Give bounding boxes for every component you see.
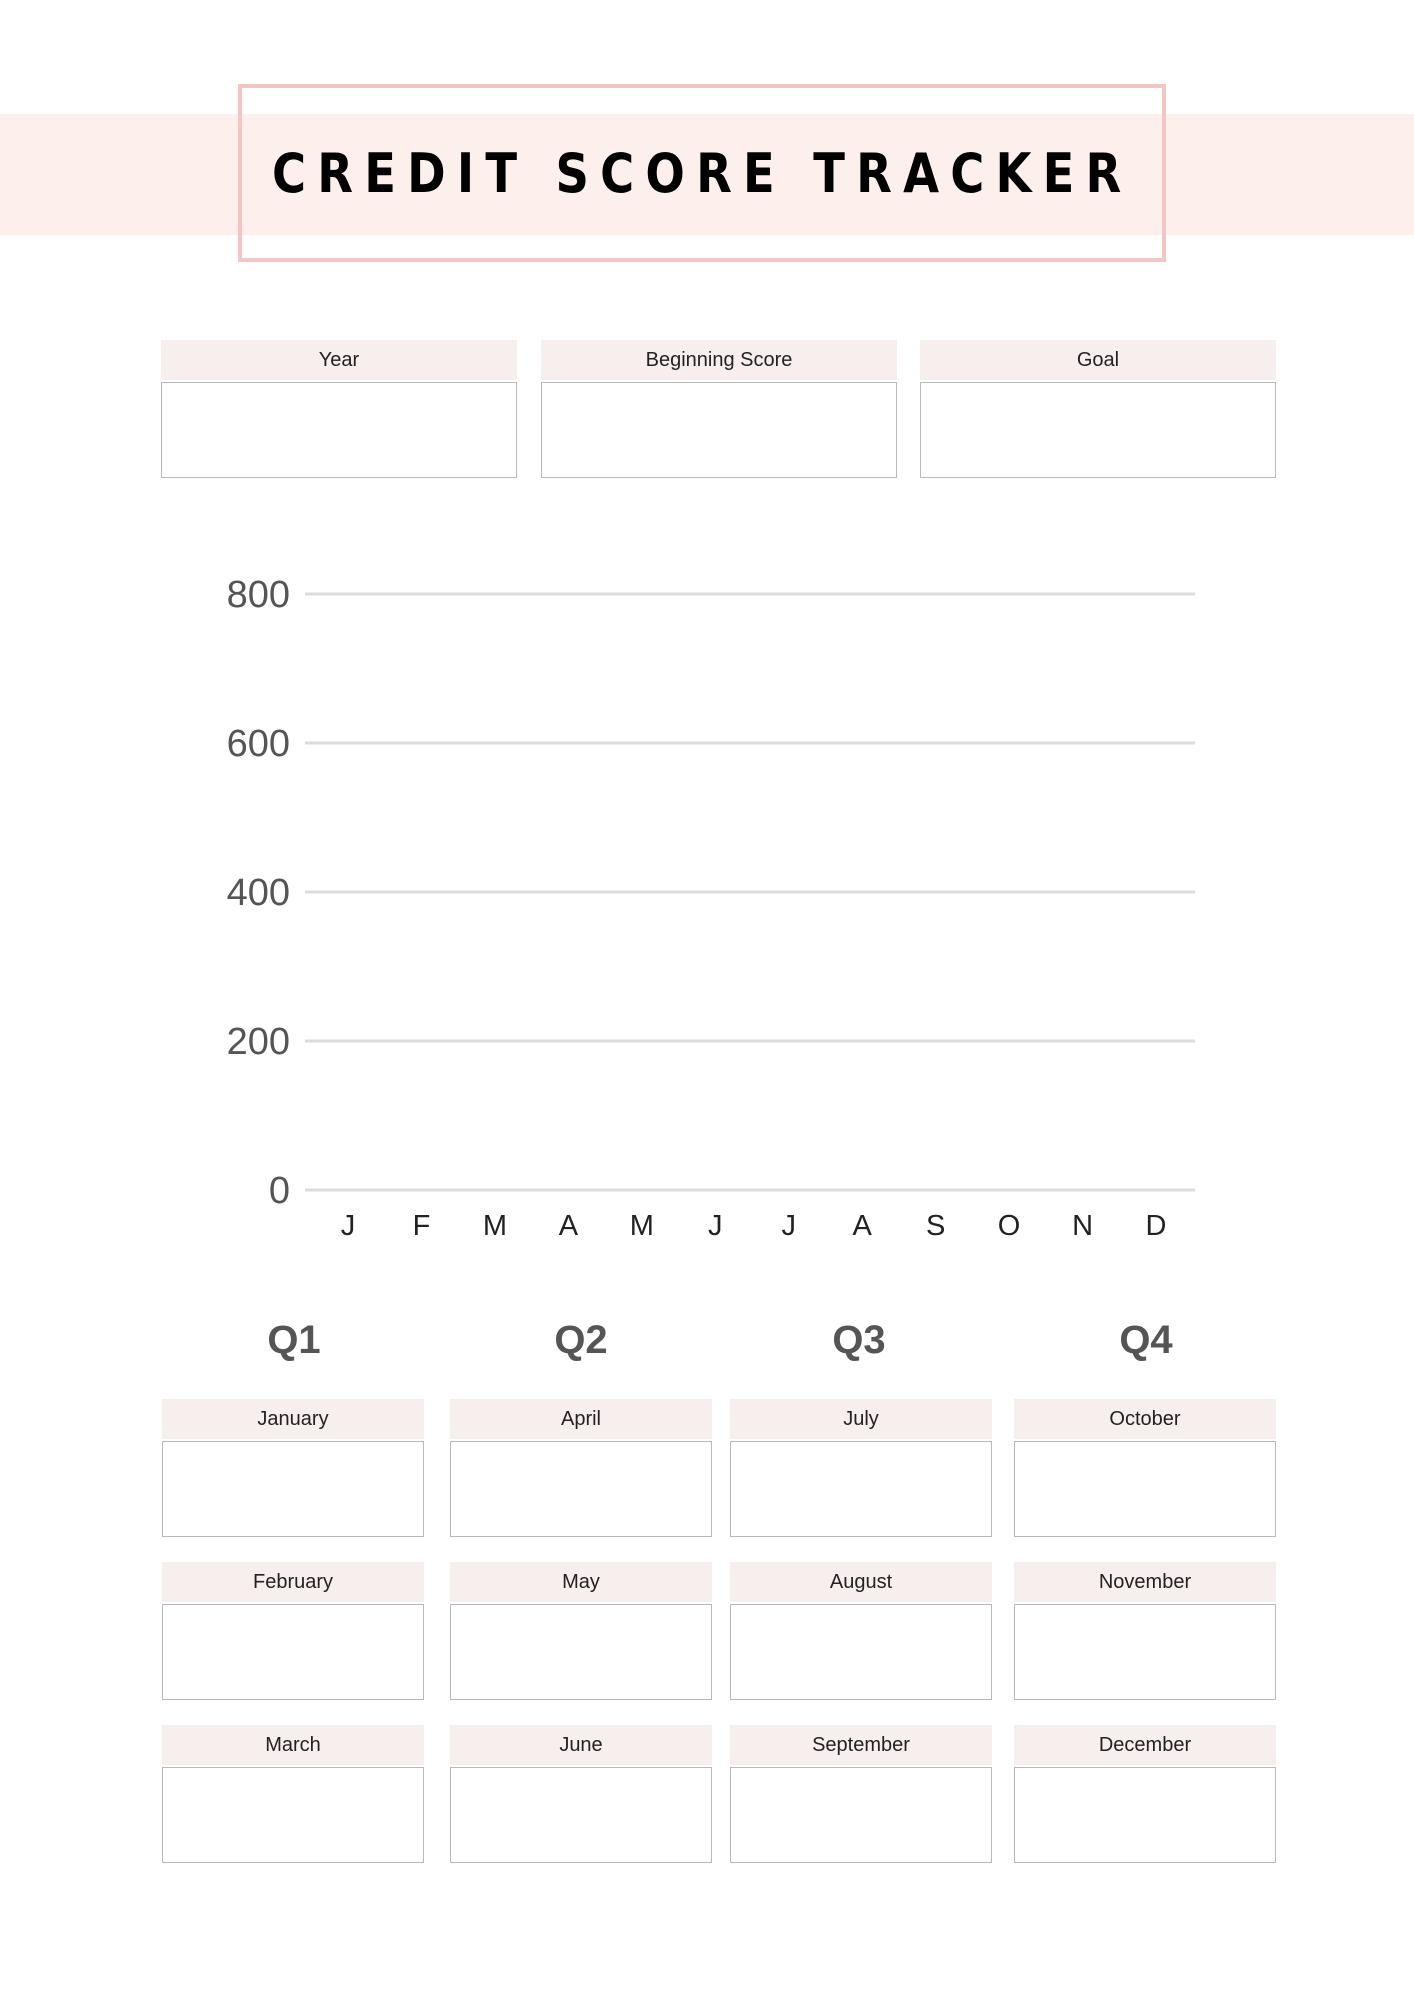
x-tick-label: J xyxy=(781,1210,796,1242)
month-february[interactable] xyxy=(162,1562,424,1700)
quarter-q1-heading: Q1 xyxy=(267,1318,321,1362)
month-september[interactable] xyxy=(730,1725,992,1863)
month-label: December xyxy=(1014,1725,1276,1765)
x-tick-label: A xyxy=(852,1210,872,1242)
month-label: February xyxy=(162,1562,424,1602)
month-november[interactable] xyxy=(1014,1562,1276,1700)
month-april[interactable] xyxy=(450,1399,712,1537)
month-score-input[interactable] xyxy=(450,1604,712,1700)
month-score-input[interactable] xyxy=(162,1441,424,1537)
month-score-input[interactable] xyxy=(450,1441,712,1537)
month-label: January xyxy=(162,1399,424,1439)
x-tick-label: M xyxy=(482,1210,507,1242)
x-tick-label: M xyxy=(629,1210,654,1242)
month-label: June xyxy=(450,1725,712,1765)
month-score-input[interactable] xyxy=(450,1767,712,1863)
month-label: August xyxy=(730,1562,992,1602)
month-score-input[interactable] xyxy=(162,1767,424,1863)
x-tick-label: O xyxy=(997,1210,1021,1242)
month-label: April xyxy=(450,1399,712,1439)
month-label: October xyxy=(1014,1399,1276,1439)
y-tick-label: 600 xyxy=(226,723,290,765)
month-july[interactable] xyxy=(730,1399,992,1537)
month-october[interactable] xyxy=(1014,1399,1276,1537)
month-score-input[interactable] xyxy=(162,1604,424,1700)
year-label: Year xyxy=(161,340,517,380)
x-tick-label: N xyxy=(1072,1210,1094,1242)
x-tick-label: F xyxy=(412,1210,431,1242)
y-tick-label: 200 xyxy=(226,1021,290,1063)
month-december[interactable] xyxy=(1014,1725,1276,1863)
x-tick-label: J xyxy=(708,1210,723,1242)
quarter-q4-heading: Q4 xyxy=(1119,1318,1173,1362)
x-tick-label: J xyxy=(340,1210,356,1242)
month-may[interactable] xyxy=(450,1562,712,1700)
y-tick-label: 0 xyxy=(268,1170,290,1212)
month-score-input[interactable] xyxy=(730,1441,992,1537)
month-label: May xyxy=(450,1562,712,1602)
y-tick-label: 800 xyxy=(226,574,290,616)
beginning-score-label: Beginning Score xyxy=(541,340,897,380)
month-score-input[interactable] xyxy=(1014,1767,1276,1863)
quarter-q2-heading: Q2 xyxy=(554,1318,608,1362)
page-title: CREDIT SCORE TRACKER xyxy=(271,141,1133,205)
x-tick-label: A xyxy=(558,1210,579,1242)
month-august[interactable] xyxy=(730,1562,992,1700)
x-tick-label: S xyxy=(925,1210,946,1242)
month-score-input[interactable] xyxy=(730,1604,992,1700)
month-label: November xyxy=(1014,1562,1276,1602)
month-score-input[interactable] xyxy=(1014,1441,1276,1537)
month-label: July xyxy=(730,1399,992,1439)
month-label: September xyxy=(730,1725,992,1765)
quarter-q3-heading: Q3 xyxy=(832,1318,886,1362)
goal-label: Goal xyxy=(920,340,1276,380)
month-january[interactable] xyxy=(162,1399,424,1537)
month-label: March xyxy=(162,1725,424,1765)
month-march[interactable] xyxy=(162,1725,424,1863)
month-score-input[interactable] xyxy=(730,1767,992,1863)
month-score-input[interactable] xyxy=(1014,1604,1276,1700)
y-tick-label: 400 xyxy=(226,872,290,914)
x-tick-label: D xyxy=(1145,1210,1167,1242)
month-june[interactable] xyxy=(450,1725,712,1863)
